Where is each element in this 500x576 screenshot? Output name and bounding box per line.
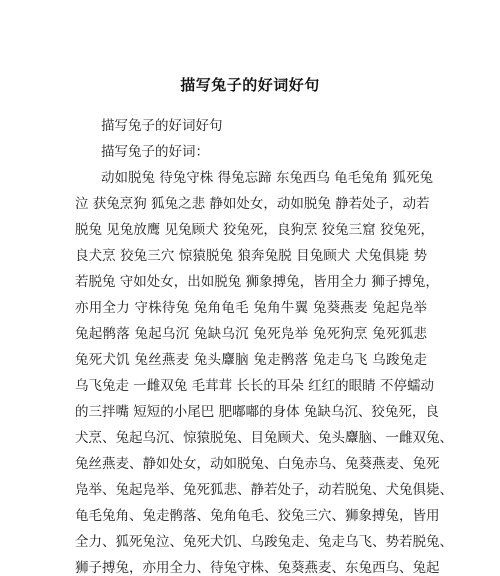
body-line: 全力、狐死兔泣、兔死犬饥、乌踆兔走、兔走乌飞、势若脱兔、 bbox=[75, 534, 453, 550]
body-line: 脱兔 见兔放鹰 见兔顾犬 狡兔死，良狗烹 狡兔三窟 狡兔死， bbox=[75, 222, 434, 238]
intro-line: 描写兔子的好词好句 bbox=[101, 118, 223, 134]
body-line: 泣 获兔烹狗 狐兔之悲 静如处女，动如脱兔 静若处子，动若 bbox=[75, 196, 430, 212]
body-line: 亦用全力 守株待兔 兔角龟毛 兔角牛翼 兔葵燕麦 兔起凫举 bbox=[75, 300, 427, 316]
body-line: 凫举、兔起凫举、兔死狐悲、静若处子，动若脱兔、犬兔俱毙、 bbox=[75, 482, 453, 498]
body-line: 乌飞兔走 一雌双兔 毛茸茸 长长的耳朵 红红的眼睛 不停蠕动 bbox=[75, 378, 434, 394]
body-line: 狮子搏兔，亦用全力、待兔守株、兔葵燕麦、东兔西乌、兔起 bbox=[75, 560, 440, 576]
body-line: 兔死犬饥 兔丝燕麦 兔头麞脑 兔走鹘落 兔走乌飞 乌踆兔走 bbox=[75, 352, 427, 368]
body-line: 的三拌嘴 短短的小尾巴 肥嘟嘟的身体 兔缺乌沉、狡兔死，良 bbox=[75, 404, 439, 420]
body-line: 犬烹、兔起乌沉、惊猿脱兔、目兔顾犬、兔头麞脑、一雌双兔、 bbox=[75, 430, 453, 446]
body-line: 若脱兔 守如处女，出如脱兔 狮象搏兔，皆用全力 狮子搏兔， bbox=[75, 274, 439, 290]
body-line: 良犬烹 狡兔三穴 惊猿脱兔 狼奔兔脱 目兔顾犬 犬兔俱毙 势 bbox=[75, 248, 427, 264]
body-line: 动如脱兔 待兔守株 得兔忘蹄 东兔西乌 龟毛兔角 狐死兔 bbox=[101, 170, 433, 186]
document-title: 描写兔子的好词好句 bbox=[180, 76, 320, 94]
body-line: 兔起鹘落 兔起乌沉 兔缺乌沉 兔死凫举 兔死狗烹 兔死狐悲 bbox=[75, 326, 427, 342]
body-line: 兔丝燕麦、静如处女，动如脱兔、白兔赤乌、兔葵燕麦、兔死 bbox=[75, 456, 440, 472]
body-line: 龟毛兔角、兔走鹘落、兔角龟毛、狡兔三穴、狮象搏兔，皆用 bbox=[75, 508, 440, 524]
section-heading: 描写兔子的好词： bbox=[101, 144, 209, 160]
